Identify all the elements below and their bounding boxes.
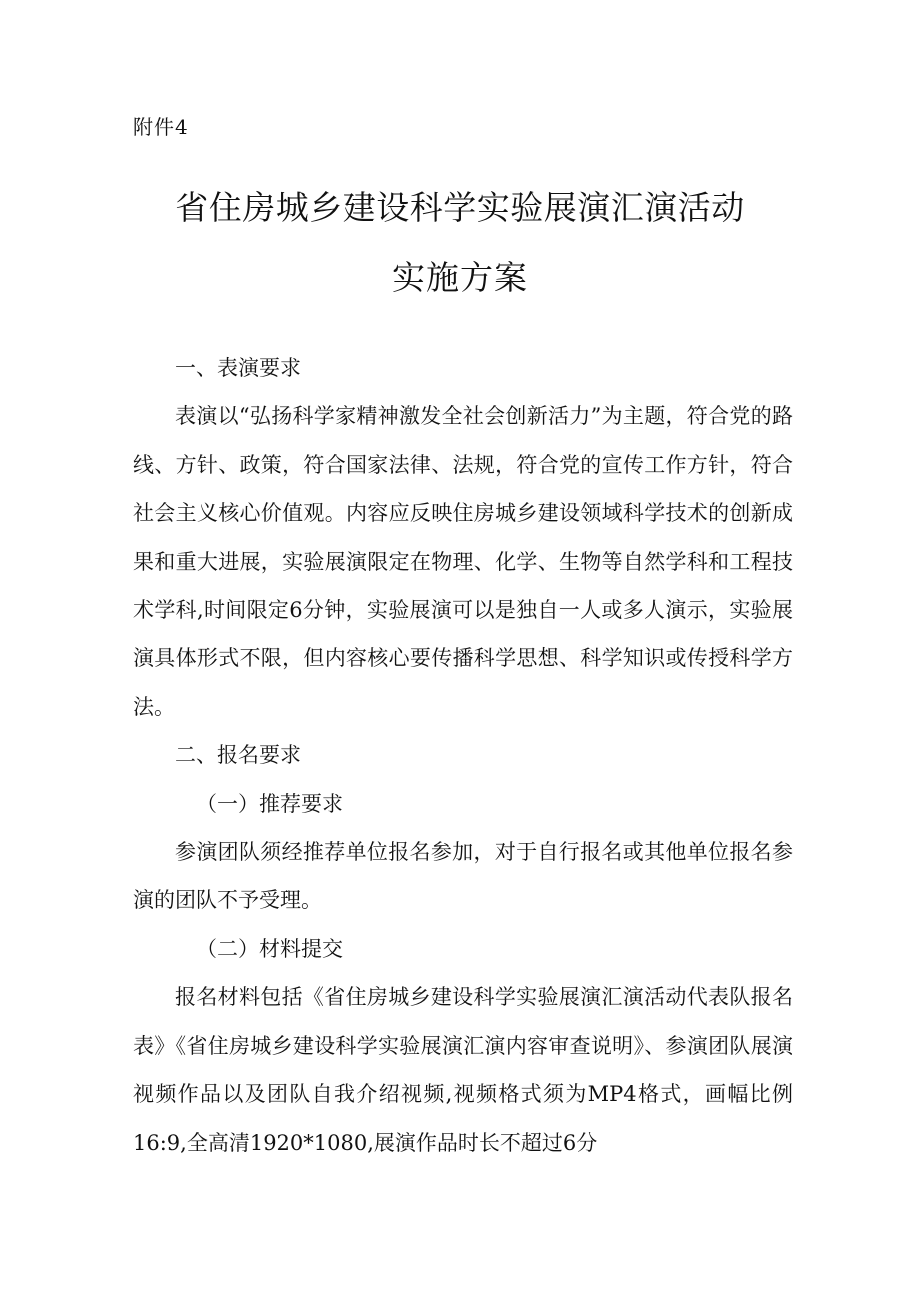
subheading-material-submission: （二）材料提交 <box>196 936 343 961</box>
attachment-label: 附件4 <box>133 115 189 139</box>
section-heading-registration-requirements: 二、报名要求 <box>175 743 301 768</box>
subheading-recommendation-requirements: （一）推荐要求 <box>196 791 343 816</box>
document-title-line-2: 实施方案 <box>392 258 528 297</box>
document-body <box>133 344 793 1167</box>
paragraph-recommendation-requirements: 参演团队须经推荐单位报名参加，对于自行报名或其他单位报名参演的团队不予受理。 <box>133 840 793 913</box>
section-heading-performance-requirements: 一、表演要求 <box>175 356 301 380</box>
paragraph-performance-requirements: 表演以“弘扬科学家精神激发全社会创新活力”为主题，符合党的路线、方针、政策，符合国家法律、法规，符合党的宣传工作方针，符合社会主义核心价值观。内容应反映住房城乡建设领域科学技术的创新成果和重大进展，实验展演限定在物理、化学、生物等自然学科和工程技术学科,时间限定6分钟，实验展演可以是独自一人或多人演示，实验展演具体形式不限，但内容核心要传播科学思想、科学知识或传授科学方法。 <box>133 404 793 719</box>
paragraph-material-submission: 报名材料包括《省住房城乡建设科学实验展演汇演活动代表队报名表》《省住房城乡建设科学实验展演汇演内容审查说明》、参演团队展演视频作品以及团队自我介绍视频,视频格式须为MP4格式，画幅比例16:9,全高清1920*1080,展演作品时长不超过6分 <box>133 985 793 1155</box>
document-title-line-1: 省住房城乡建设科学实验展演汇演活动 <box>175 188 745 227</box>
